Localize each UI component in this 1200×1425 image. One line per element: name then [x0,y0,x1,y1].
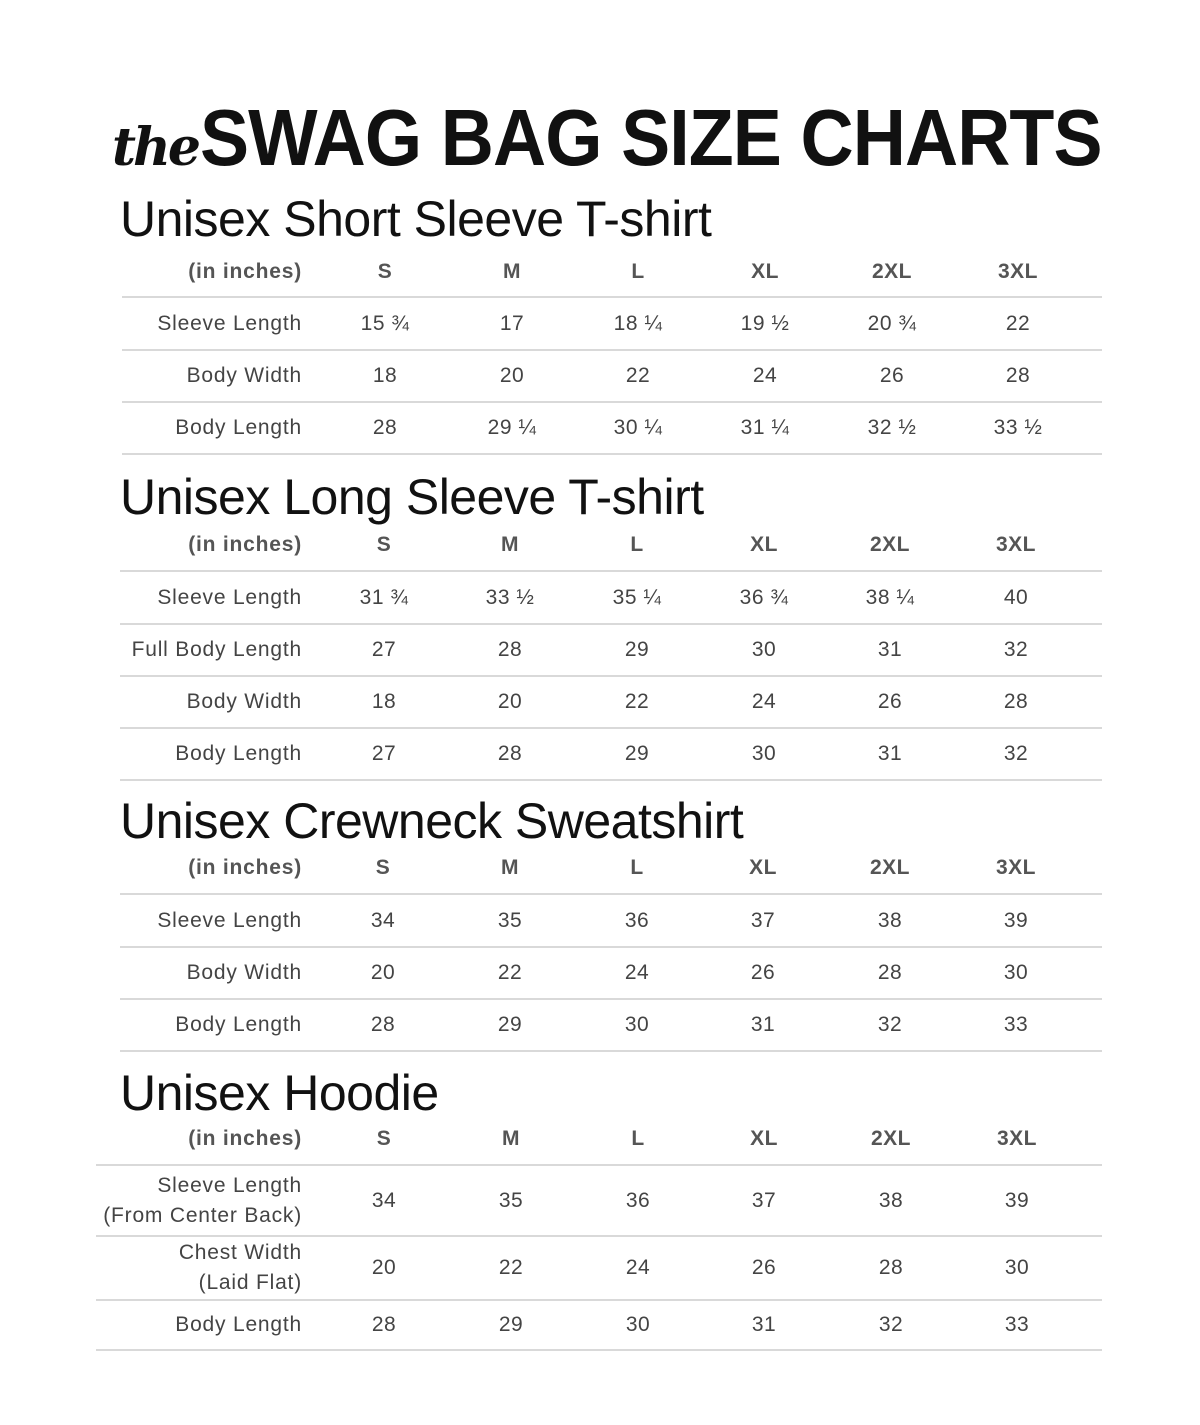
measurement-cell: 26 [877,690,903,713]
measurement-cell: 35 [497,909,523,932]
measurement-cell: 28 [1005,364,1031,387]
row-divider [120,779,1102,781]
size-column-header: 3XL [997,260,1038,283]
table-row [0,895,1200,947]
row-label [0,572,302,624]
measurement-cell: 38 [877,909,903,932]
measurement-cell: 33 [1003,1013,1029,1036]
row-label [0,676,302,728]
measurement-cell: 31 [750,1013,776,1036]
size-column-header: 3XL [995,856,1036,879]
row-divider [120,1050,1102,1052]
measurement-cell: 37 [751,1189,777,1212]
measurement-cell: 24 [751,690,777,713]
measurement-cell: 31 ¼ [740,416,790,439]
size-column-header: L [630,533,644,556]
row-label-line: Body Width [186,960,302,984]
measurement-cell: 27 [371,742,397,765]
row-label-line: Body Width [186,363,302,387]
size-column-header: 2XL [869,856,910,879]
size-column-header: S [377,260,393,283]
measurement-cell: 31 [877,638,903,661]
measurement-cell: 30 [751,742,777,765]
measurement-cell: 20 [497,690,523,713]
measurement-cell: 36 [625,1189,651,1212]
row-label-line: Sleeve Length [157,585,302,609]
size-column-header: XL [750,533,778,556]
measurement-cell: 29 [624,742,650,765]
section-title: Unisex Long Sleeve T-shirt [120,469,704,525]
row-label-line: Sleeve Length [157,908,302,932]
measurement-cell: 30 [1004,1256,1030,1279]
row-label [0,895,302,947]
size-column-header: M [503,260,521,283]
unit-label: (in inches) [188,532,302,556]
measurement-cell: 31 [751,1313,777,1336]
table-row [0,999,1200,1051]
row-label-line: Body Length [175,741,302,765]
measurement-cell: 24 [624,961,650,984]
measurement-cell: 22 [498,1256,524,1279]
measurement-cell: 29 [624,638,650,661]
measurement-cell: 18 [372,364,398,387]
row-label [0,1236,302,1300]
section-title: Unisex Crewneck Sweatshirt [120,793,744,849]
row-label [0,298,302,350]
unit-label: (in inches) [188,1126,302,1150]
measurement-cell: 33 ½ [485,586,535,609]
size-column-header: XL [749,856,777,879]
measurement-cell: 24 [752,364,778,387]
measurement-cell: 30 [625,1313,651,1336]
row-label [0,947,302,999]
measurement-cell: 20 [370,961,396,984]
table-row [0,947,1200,999]
table-row [0,298,1200,350]
measurement-cell: 22 [497,961,523,984]
measurement-cell: 33 ½ [993,416,1043,439]
table-row [0,402,1200,454]
measurement-cell: 26 [750,961,776,984]
measurement-cell: 28 [878,1256,904,1279]
section-title: Unisex Short Sleeve T-shirt [120,191,712,247]
row-label [0,728,302,780]
measurement-cell: 38 ¼ [865,586,915,609]
size-column-header: S [375,856,391,879]
measurement-cell: 29 ¼ [487,416,537,439]
size-header-row [0,1113,1200,1165]
title-main: SWAG BAG SIZE CHARTS [199,93,1102,182]
size-column-header: L [630,856,644,879]
measurement-cell: 18 [371,690,397,713]
size-column-header: S [376,533,392,556]
measurement-cell: 26 [879,364,905,387]
section-title: Unisex Hoodie [120,1065,439,1121]
measurement-cell: 34 [371,1189,397,1212]
row-label-line: Body Length [175,1012,302,1036]
measurement-cell: 31 ¾ [359,586,409,609]
measurement-cell: 29 [497,1013,523,1036]
size-column-header: 3XL [995,533,1036,556]
row-label-line: Chest Width [178,1240,302,1264]
measurement-cell: 28 [1003,690,1029,713]
measurement-cell: 30 [1003,961,1029,984]
measurement-cell: 28 [497,638,523,661]
size-column-header: 2XL [871,260,912,283]
row-divider [96,1349,1102,1351]
row-label [0,1166,302,1236]
measurement-cell: 32 [878,1313,904,1336]
measurement-cell: 20 [371,1256,397,1279]
table-row [0,728,1200,780]
size-column-header: 2XL [870,1127,911,1150]
measurement-cell: 32 [1003,742,1029,765]
measurement-cell: 37 [750,909,776,932]
row-label-line: Full Body Length [131,637,302,661]
row-label [0,624,302,676]
measurement-cell: 28 [371,1313,397,1336]
measurement-cell: 18 ¼ [613,312,663,335]
measurement-cell: 40 [1003,586,1029,609]
size-header-row [0,246,1200,298]
table-row [0,1300,1200,1350]
table-row [0,1236,1200,1300]
measurement-cell: 32 [1003,638,1029,661]
measurement-cell: 39 [1004,1189,1030,1212]
measurement-cell: 22 [1005,312,1031,335]
measurement-cell: 36 [624,909,650,932]
measurement-cell: 32 [877,1013,903,1036]
measurement-cell: 15 ¾ [360,312,410,335]
measurement-cell: 28 [372,416,398,439]
measurement-cell: 38 [878,1189,904,1212]
row-label-line: (From Center Back) [103,1204,302,1227]
row-label-line: Body Width [186,689,302,713]
row-label [0,350,302,402]
size-header-row [0,842,1200,894]
row-label [0,999,302,1051]
row-label [0,1300,302,1350]
measurement-cell: 17 [499,312,525,335]
size-column-header: S [376,1127,392,1150]
measurement-cell: 22 [625,364,651,387]
measurement-cell: 35 [498,1189,524,1212]
row-divider [122,453,1102,455]
row-label-line: (Laid Flat) [198,1271,302,1294]
row-label-line: Sleeve Length [157,311,302,335]
table-row [0,350,1200,402]
measurement-cell: 29 [498,1313,524,1336]
unit-label: (in inches) [188,259,302,283]
size-column-header: XL [751,260,779,283]
measurement-cell: 30 [751,638,777,661]
measurement-cell: 31 [877,742,903,765]
measurement-cell: 39 [1003,909,1029,932]
measurement-cell: 26 [751,1256,777,1279]
size-column-header: L [631,260,645,283]
measurement-cell: 32 ½ [867,416,917,439]
size-header-row [0,519,1200,571]
size-column-header: 2XL [869,533,910,556]
table-row [0,624,1200,676]
unit-label: (in inches) [188,855,302,879]
row-label-line: Body Length [175,1312,302,1336]
measurement-cell: 34 [370,909,396,932]
title-prefix: the [112,117,198,178]
measurement-cell: 20 [499,364,525,387]
measurement-cell: 28 [497,742,523,765]
measurement-cell: 30 ¼ [613,416,663,439]
row-label [0,402,302,454]
row-label-line: Sleeve Length [157,1173,302,1197]
row-label-line: Body Length [175,415,302,439]
measurement-cell: 28 [877,961,903,984]
measurement-cell: 36 ¾ [739,586,789,609]
size-column-header: M [501,856,519,879]
measurement-cell: 35 ¼ [612,586,662,609]
page-title [112,92,1180,182]
size-column-header: XL [750,1127,778,1150]
measurement-cell: 27 [371,638,397,661]
table-row [0,572,1200,624]
size-column-header: 3XL [996,1127,1037,1150]
measurement-cell: 19 ½ [740,312,790,335]
table-row [0,676,1200,728]
measurement-cell: 33 [1004,1313,1030,1336]
size-column-header: L [631,1127,645,1150]
measurement-cell: 24 [625,1256,651,1279]
measurement-cell: 28 [370,1013,396,1036]
size-column-header: M [501,533,519,556]
measurement-cell: 30 [624,1013,650,1036]
measurement-cell: 20 ¾ [867,312,917,335]
size-column-header: M [502,1127,520,1150]
table-row [0,1166,1200,1236]
measurement-cell: 22 [624,690,650,713]
